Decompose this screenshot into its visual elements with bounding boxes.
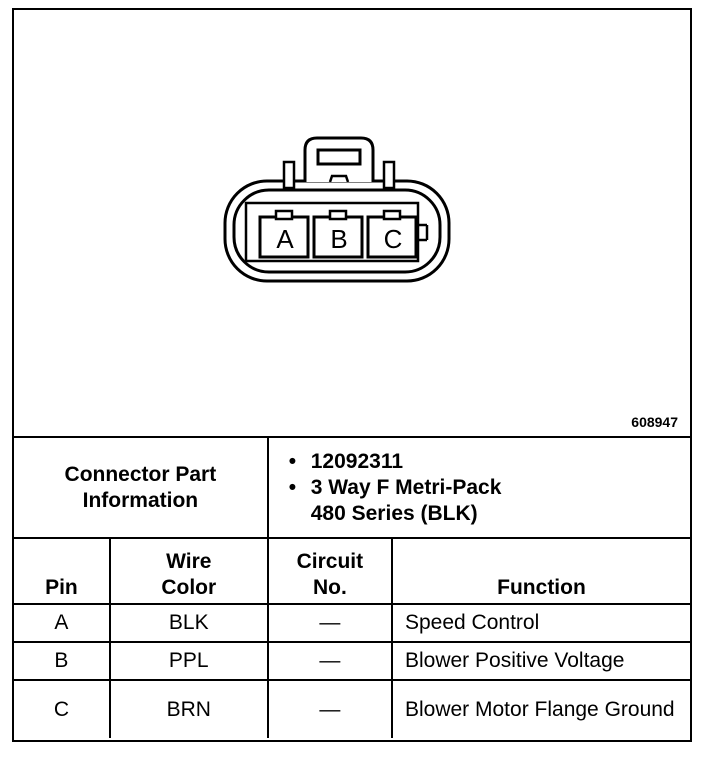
row-wire-color: BRN [110, 680, 268, 738]
row-circuit: — [268, 604, 392, 642]
header-pin: Pin [14, 538, 110, 604]
part-label-line-2: Information [82, 488, 199, 512]
connector-table [14, 438, 690, 738]
row-function: Blower Motor Flange Ground [392, 680, 690, 738]
header-function: Function [392, 538, 690, 604]
connector-face-illustration [14, 10, 690, 436]
row-wire-color: BLK [110, 604, 268, 642]
row-pin: A [14, 604, 110, 642]
header-circuit-no: Circuit No. [268, 538, 392, 604]
part-number: 12092311 [310, 449, 404, 473]
row-circuit: — [268, 680, 392, 738]
row-pin: B [14, 642, 110, 680]
connector-part-info: • 12092311 • 3 Way F Metri-Pack 480 Series (BLK) [268, 438, 690, 538]
row-pin: C [14, 680, 110, 738]
header-wire-color: Wire Color [110, 538, 268, 604]
row-circuit: — [268, 642, 392, 680]
part-label-line-1: Connector Part [64, 462, 217, 486]
row-wire-color: PPL [110, 642, 268, 680]
row-function: Speed Control [392, 604, 690, 642]
connector-part-label [14, 438, 268, 538]
pin-label-a: A [276, 224, 294, 254]
table-row [14, 642, 690, 680]
connector-sheet [12, 8, 692, 742]
table-row [14, 680, 690, 738]
connector-drawing [14, 10, 690, 438]
pin-label-b: B [330, 224, 348, 254]
part-series: 480 Series (BLK) [310, 501, 478, 525]
part-description: 3 Way F Metri-Pack [310, 475, 502, 499]
figure-id: 608947 [631, 414, 678, 430]
pin-label-c: C [383, 224, 403, 254]
table-row [14, 604, 690, 642]
row-function: Blower Positive Voltage [392, 642, 690, 680]
